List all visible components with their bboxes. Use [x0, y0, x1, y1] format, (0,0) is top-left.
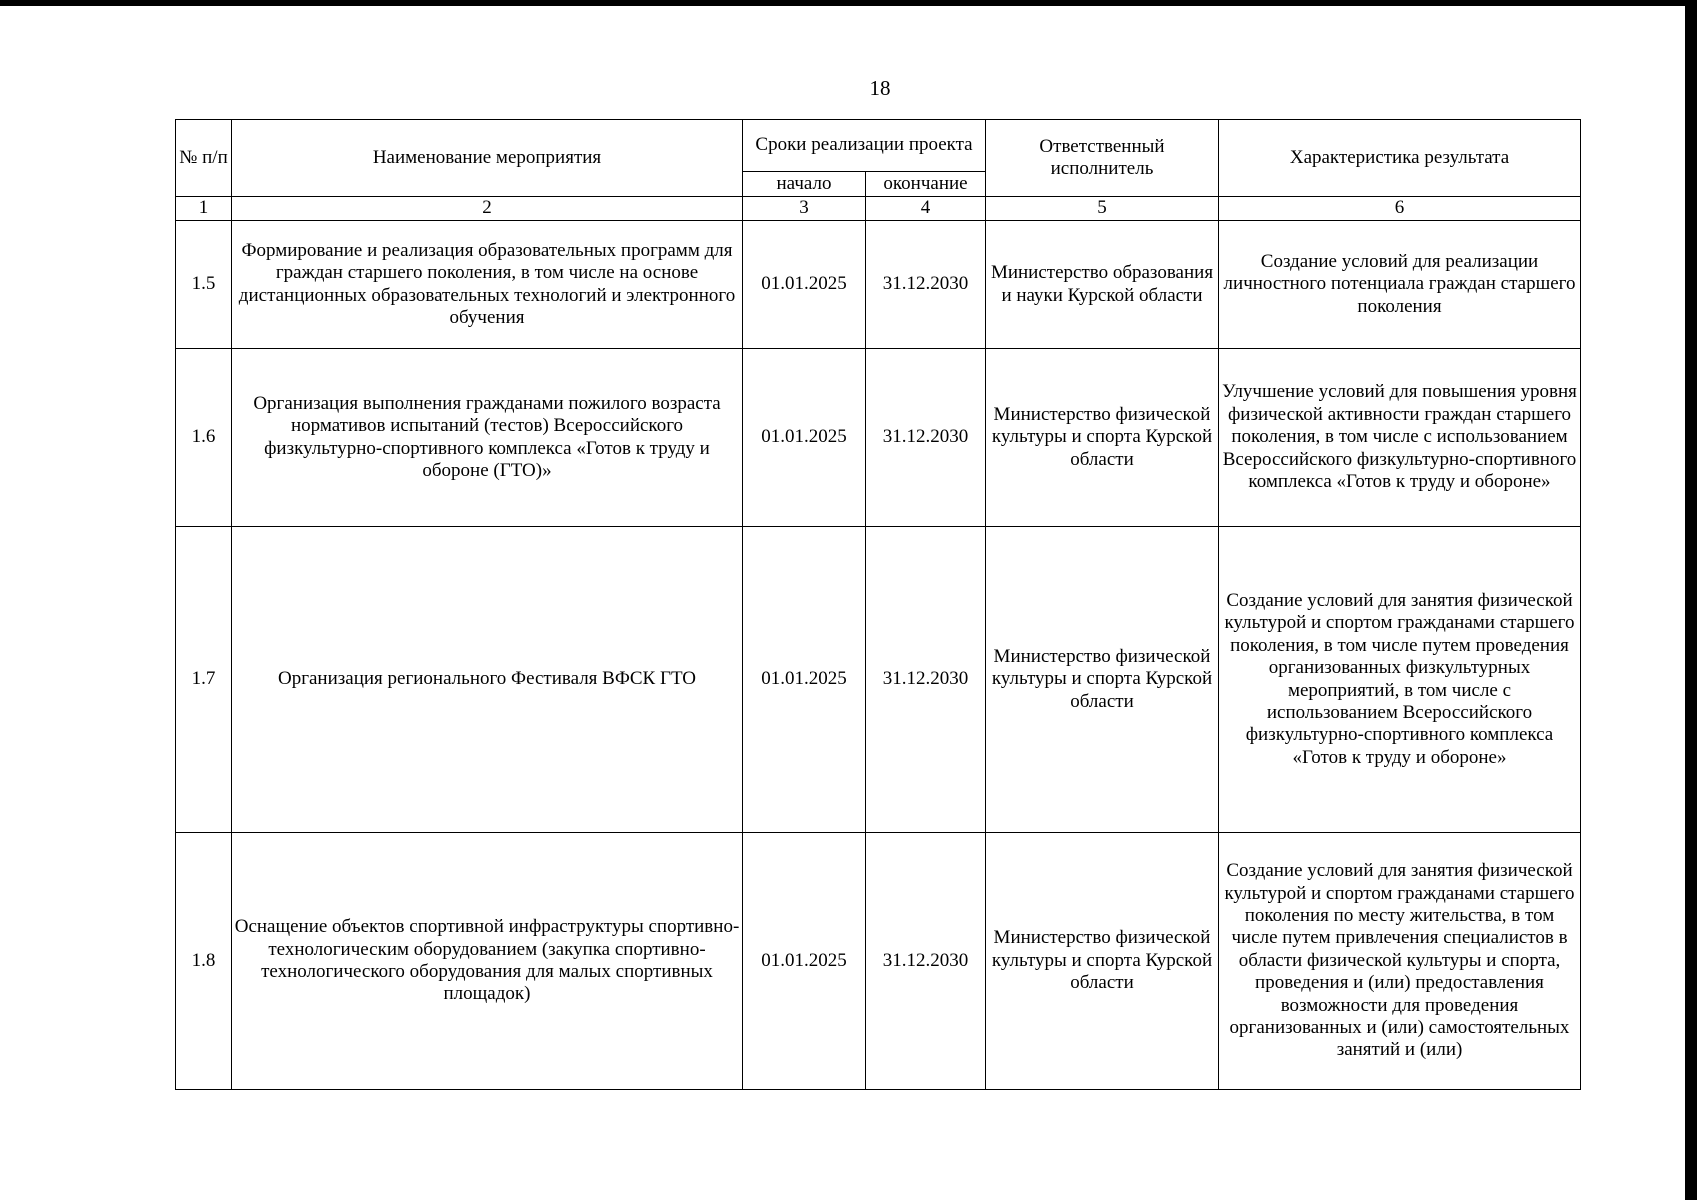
table-row	[176, 221, 1581, 349]
row-end: 31.12.2030	[866, 527, 986, 833]
row-responsible: Министерство образования и науки Курской области	[986, 221, 1219, 349]
row-name: Формирование и реализация образовательных программ для граждан старшего поколения, в том числе на основе дистанционных образовательных технологий и электронного обучения	[232, 221, 743, 349]
row-result: Создание условий для занятия физической культурой и спортом гражданами старшего поколения по месту жительства, в том числе путем привлечения специалистов в области физической культуры и спорта, проведения и (или) предоставления возможности для проведения организованных и (или) самостоятельных занятий и (или)	[1219, 833, 1581, 1090]
table-row	[176, 349, 1581, 527]
column-number: 3	[743, 197, 866, 221]
activities-table	[175, 119, 1581, 1090]
header-result: Характеристика результата	[1219, 120, 1581, 197]
row-num: 1.6	[176, 349, 232, 527]
row-end: 31.12.2030	[866, 349, 986, 527]
row-name: Организация регионального Фестиваля ВФСК ГТО	[232, 527, 743, 833]
column-number: 6	[1219, 197, 1581, 221]
column-number: 2	[232, 197, 743, 221]
column-number: 4	[866, 197, 986, 221]
row-start: 01.01.2025	[743, 349, 866, 527]
column-numbers-row	[176, 197, 1581, 221]
row-name: Оснащение объектов спортивной инфраструктуры спортивно-технологическим оборудованием (закупка спортивно-технологического оборудования для малых спортивных площадок)	[232, 833, 743, 1090]
header-num: № п/п	[176, 120, 232, 197]
row-end: 31.12.2030	[866, 221, 986, 349]
row-start: 01.01.2025	[743, 527, 866, 833]
row-end: 31.12.2030	[866, 833, 986, 1090]
row-num: 1.5	[176, 221, 232, 349]
header-end: окончание	[866, 172, 986, 197]
row-result: Создание условий для занятия физической культурой и спортом гражданами старшего поколения, в том числе путем проведения организованных физкультурных мероприятий, в том числе с использованием Всероссийского физкультурно-спортивного комплекса «Готов к труду и обороне»	[1219, 527, 1581, 833]
scan-border-right	[1685, 0, 1697, 1200]
row-start: 01.01.2025	[743, 221, 866, 349]
row-num: 1.8	[176, 833, 232, 1090]
page-number: 18	[869, 76, 891, 100]
header-start: начало	[743, 172, 866, 197]
row-start: 01.01.2025	[743, 833, 866, 1090]
row-result: Улучшение условий для повышения уровня физической активности граждан старшего поколения, в том числе с использованием Всероссийского физкультурно-спортивного комплекса «Готов к труду и обороне»	[1219, 349, 1581, 527]
table-row	[176, 833, 1581, 1090]
row-responsible: Министерство физической культуры и спорта Курской области	[986, 833, 1219, 1090]
row-name: Организация выполнения гражданами пожилого возраста нормативов испытаний (тестов) Всероссийского физкультурно-спортивного комплекса «Готов к труду и обороне (ГТО)»	[232, 349, 743, 527]
column-number: 1	[176, 197, 232, 221]
header-responsible: Ответственный исполнитель	[986, 120, 1219, 197]
row-result: Создание условий для реализации личностного потенциала граждан старшего поколения	[1219, 221, 1581, 349]
row-num: 1.7	[176, 527, 232, 833]
header-row	[176, 120, 1581, 172]
header-name: Наименование мероприятия	[232, 120, 743, 197]
column-number: 5	[986, 197, 1219, 221]
row-responsible: Министерство физической культуры и спорта Курской области	[986, 349, 1219, 527]
table-row	[176, 527, 1581, 833]
row-responsible: Министерство физической культуры и спорта Курской области	[986, 527, 1219, 833]
header-terms: Сроки реализации проекта	[743, 120, 986, 172]
scan-border-top	[0, 0, 1697, 6]
